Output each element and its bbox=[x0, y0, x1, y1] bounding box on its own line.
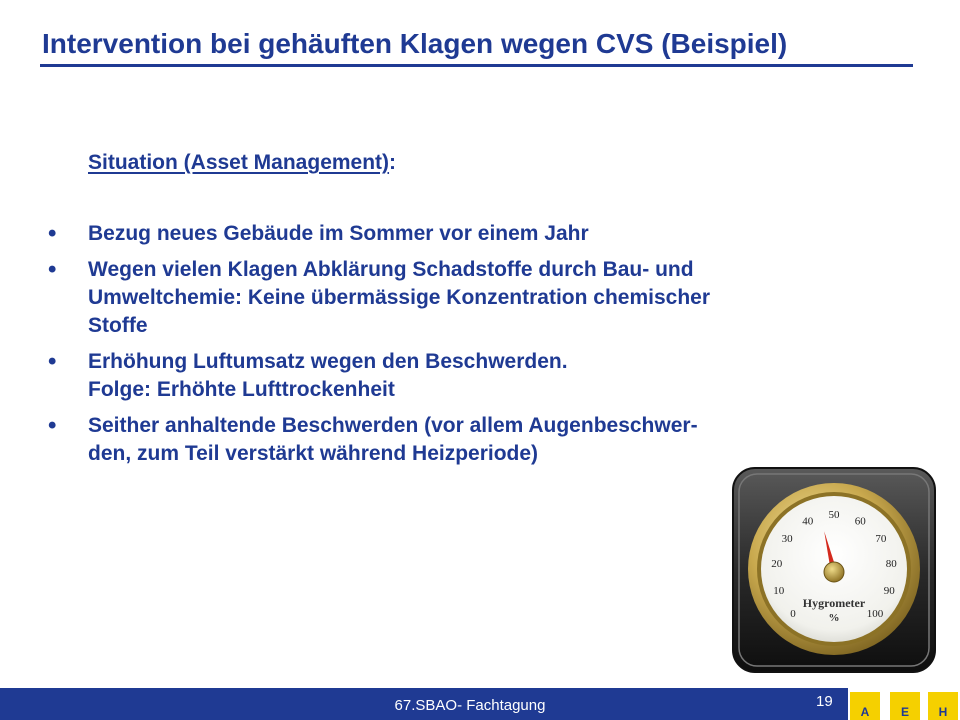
gauge-label: Hygrometer bbox=[802, 596, 866, 610]
gauge-scale-label: 30 bbox=[781, 532, 793, 545]
gauge-scale-label: 40 bbox=[802, 515, 814, 528]
subtitle-colon: : bbox=[389, 151, 397, 174]
gauge-scale-label: 80 bbox=[885, 557, 897, 570]
gauge-scale-label: 60 bbox=[854, 515, 866, 528]
logo-block bbox=[928, 692, 958, 720]
bullet-line: Stoffe bbox=[88, 314, 148, 337]
gauge-scale-label: 50 bbox=[828, 509, 840, 521]
bullet-item bbox=[44, 256, 864, 340]
title-underline bbox=[40, 64, 913, 67]
hygrometer-image bbox=[731, 466, 937, 674]
bullet-list bbox=[44, 220, 864, 476]
gauge-hub bbox=[824, 562, 844, 582]
bullet-line: Erhöhung Luftumsatz wegen den Beschwerden. bbox=[88, 350, 568, 373]
logo-letter: A bbox=[860, 705, 870, 719]
gauge-scale-label: 10 bbox=[773, 584, 785, 597]
bullet-item bbox=[44, 220, 864, 248]
gauge-scale-label: 70 bbox=[875, 532, 887, 545]
bullet-line: Umweltchemie: Keine übermässige Konzentration chemischer bbox=[88, 286, 711, 309]
bullet-dot: • bbox=[48, 348, 57, 375]
bullet-dot: • bbox=[48, 220, 57, 247]
logo-letter: H bbox=[938, 705, 948, 719]
bullet-line: Wegen vielen Klagen Abklärung Schadstoffe durch Bau- und bbox=[88, 258, 694, 281]
logo-block bbox=[850, 692, 880, 720]
bullet-line: Seither anhaltende Beschwerden (vor allem Augenbeschwer- bbox=[88, 414, 698, 437]
hygrometer-gauge bbox=[731, 466, 937, 674]
slide-title: Intervention bei gehäuften Klagen wegen CVS (Beispiel) bbox=[42, 28, 788, 59]
logo-block bbox=[890, 692, 920, 720]
bullet-dot: • bbox=[48, 256, 57, 283]
bullet-line: den, zum Teil verstärkt während Heizperiode) bbox=[88, 442, 539, 465]
bullet-line: Folge: Erhöhte Lufttrockenheit bbox=[88, 378, 395, 401]
gauge-scale-label: 100 bbox=[866, 608, 884, 620]
logo-letter: E bbox=[900, 705, 909, 719]
bullet-dot: • bbox=[48, 412, 57, 439]
footer-text: 67.SBAO- Fachtagung bbox=[394, 697, 546, 714]
section-subtitle bbox=[88, 151, 396, 175]
gauge-scale-label: 0 bbox=[790, 608, 796, 620]
gauge-scale-label: 20 bbox=[771, 557, 783, 570]
bullet-item bbox=[44, 412, 864, 468]
bullet-line: Bezug neues Gebäude im Sommer vor einem Jahr bbox=[88, 222, 589, 245]
bullet-item bbox=[44, 348, 864, 404]
subtitle-text: Situation (Asset Management) bbox=[88, 151, 390, 174]
gauge-scale-label: 90 bbox=[883, 584, 895, 597]
page-number: 19 bbox=[816, 693, 833, 710]
aeh-logo bbox=[848, 688, 960, 720]
gauge-unit: % bbox=[828, 612, 840, 624]
